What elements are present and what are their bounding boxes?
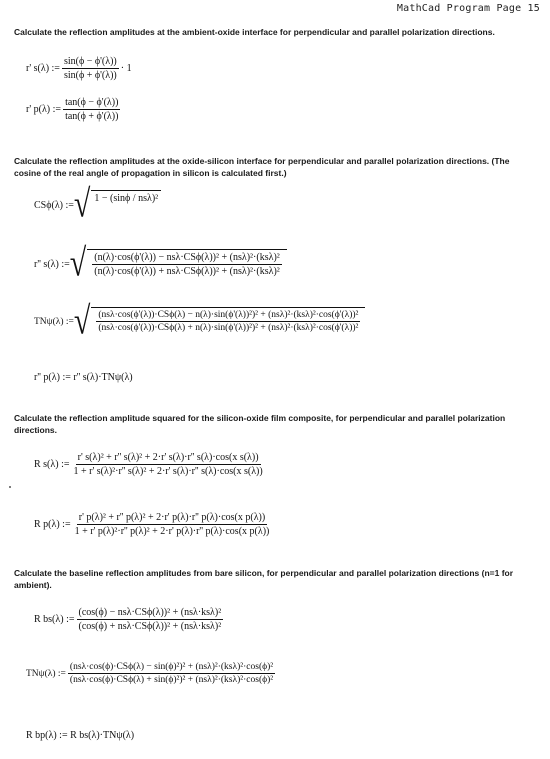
equation-lhs: R p(λ) :=: [34, 519, 71, 530]
denominator: (n(λ)·cos(ϕ'(λ)) + nsλ·CSϕ(λ))² + (nsλ)²·(ksλ)²: [94, 266, 280, 277]
fraction: [68, 662, 275, 685]
section-heading-bare-silicon: Calculate the baseline reflection amplitudes from bare silicon, for perpendicular and parallel polarization directions (n=1 for ambient).: [14, 568, 514, 590]
fraction: [62, 56, 119, 81]
equation-r-prime-s: [26, 56, 132, 81]
denominator: sin(ϕ + ϕ'(λ)): [63, 70, 117, 81]
scan-speck: [9, 486, 11, 488]
square-root: [73, 182, 161, 226]
denominator: (nsλ·cos(ϕ'(λ))·CSϕ(λ) + n(λ)·sin(ϕ'(λ))²)² + (nsλ)²·(ksλ)²·cos(ϕ'(λ))²: [98, 323, 359, 333]
equation-tn-psi-bare: [26, 662, 277, 685]
equation-tail: · 1: [120, 63, 132, 74]
numerator: sin(ϕ − ϕ'(λ)): [63, 56, 117, 67]
fraction: [92, 252, 282, 277]
section-heading-ambient-oxide: Calculate the reflection amplitudes at the ambient-oxide interface for perpendicular and parallel polarization directions.: [14, 27, 495, 37]
radical-sign: √: [69, 241, 87, 285]
equation-lhs: R bs(λ) :=: [34, 614, 75, 625]
radicand: [87, 249, 287, 279]
equation-lhs: R s(λ) :=: [34, 459, 70, 470]
equation-tn-psi: [34, 299, 365, 343]
radical-sign: √: [73, 299, 91, 343]
numerator: tan(ϕ − ϕ'(λ)): [65, 97, 119, 108]
equation-lhs: r' s(λ) :=: [26, 63, 60, 74]
equation-r-double-prime-p: r'' p(λ) := r'' s(λ)·TNψ(λ): [34, 372, 133, 383]
equation-r-prime-p: [26, 97, 122, 122]
radicand: [91, 307, 365, 337]
equation-lhs: TNψ(λ) :=: [34, 317, 74, 327]
denominator: (nsλ·cos(ϕ)·CSϕ(λ) + sin(ϕ)²)² + (nsλ)²·(ksλ)²·cos(ϕ)²: [69, 675, 274, 685]
denominator: 1 + r' p(λ)²·r'' p(λ)² + 2·r' p(λ)·r'' p(λ)·cos(x p(λ)): [74, 526, 270, 537]
equation-cs-phi: [34, 182, 161, 226]
fraction: [77, 607, 224, 632]
equation-lhs: CSϕ(λ) :=: [34, 199, 74, 211]
fraction: [63, 97, 120, 122]
denominator: (cos(ϕ) + nsλ·CSϕ(λ))² + (nsλ·ksλ)²: [78, 621, 222, 632]
square-root: [69, 241, 287, 285]
numerator: (n(λ)·cos(ϕ'(λ)) − nsλ·CSϕ(λ))² + (nsλ)²·(ksλ)²: [94, 252, 280, 263]
numerator: r' p(λ)² + r'' p(λ)² + 2·r' p(λ)·r'' p(λ)·cos(x p(λ)): [78, 512, 266, 523]
section-heading-composite: Calculate the reflection amplitude squared for the silicon-oxide film composite, for perpendicular and parallel polarization directions.: [14, 413, 506, 435]
section-heading-oxide-silicon: Calculate the reflection amplitudes at the oxide-silicon interface for perpendicular and parallel polarization directions. (The cosine of the real angle of propagation in silicon is calculated first.): [14, 156, 510, 178]
equation-R-p: [34, 512, 273, 537]
fraction: [96, 310, 360, 333]
fraction: [72, 452, 265, 477]
radicand: 1 − (sinϕ / nsλ)²: [91, 190, 161, 220]
numerator: (cos(ϕ) − nsλ·CSϕ(λ))² + (nsλ·ksλ)²: [78, 607, 222, 618]
denominator: tan(ϕ + ϕ'(λ)): [65, 111, 119, 122]
equation-R-bp: R bp(λ) := R bs(λ)·TNψ(λ): [26, 730, 135, 741]
equation-lhs: r'' s(λ) :=: [34, 258, 70, 270]
numerator: (nsλ·cos(ϕ)·CSϕ(λ) − sin(ϕ)²)² + (nsλ)²·(ksλ)²·cos(ϕ)²: [69, 662, 274, 672]
equation-R-s: [34, 452, 267, 477]
equation-R-bs: [34, 607, 225, 632]
square-root: [73, 299, 365, 343]
radical-sign: √: [73, 182, 91, 226]
equation-lhs: r' p(λ) :=: [26, 104, 62, 115]
numerator: r' s(λ)² + r'' s(λ)² + 2·r' s(λ)·r'' s(λ)·cos(x s(λ)): [77, 452, 259, 463]
numerator: (nsλ·cos(ϕ'(λ))·CSϕ(λ) − n(λ)·sin(ϕ'(λ))²)² + (nsλ)²·(ksλ)²·cos(ϕ'(λ))²: [98, 310, 359, 320]
page-header: MathCad Program Page 15: [396, 3, 540, 14]
equation-r-double-prime-s: [34, 241, 287, 285]
equation-lhs: TNψ(λ) :=: [26, 668, 66, 679]
fraction: [73, 512, 272, 537]
denominator: 1 + r' s(λ)²·r'' s(λ)² + 2·r' s(λ)·r'' s(λ)·cos(x s(λ)): [73, 466, 263, 477]
